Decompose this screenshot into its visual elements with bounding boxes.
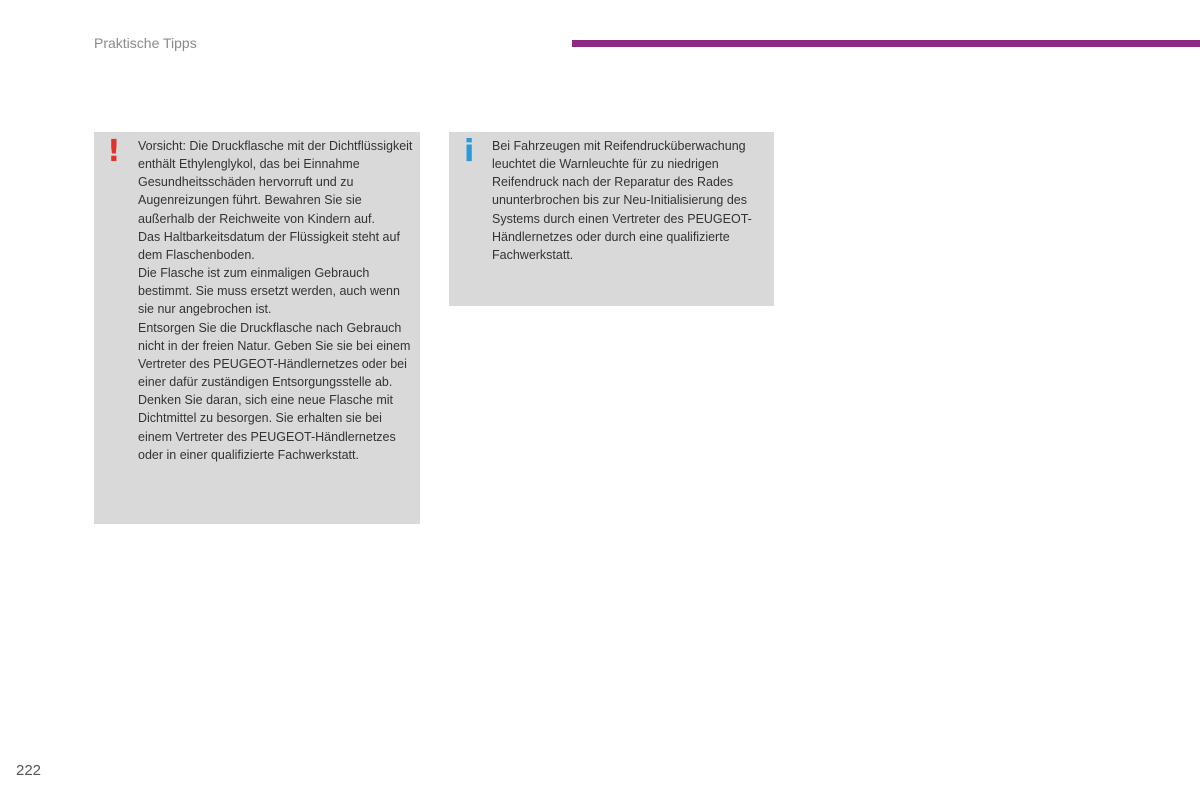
warning-paragraph: Das Haltbarkeitsdatum der Flüssigkeit steht auf dem Flaschenboden. (138, 229, 400, 262)
warning-text (138, 137, 413, 464)
exclamation-icon: ! (107, 134, 121, 169)
info-paragraph: Bei Fahrzeugen mit Reifendrucküberwachung leuchtet die Warnleuchte für zu niedrigen Reifendruck nach der Reparatur des Rades ununterbrochen bis zur Neu-Initialisierung des Systems durch einen Vertreter des PEUGEOT-Händlernetzes oder durch eine qualifizierte Fachwerkstatt. (492, 139, 752, 262)
header-accent-bar (572, 40, 1200, 47)
warning-paragraph: Vorsicht: Die Druckflasche mit der Dichtflüssigkeit enthält Ethylenglykol, das bei Einnahme Gesundheitsschäden hervorruft und zu Augenreizungen führt. Bewahren Sie sie außerhalb der Reichweite von Kindern auf. (138, 139, 413, 226)
info-text (492, 137, 772, 264)
warning-paragraph: Entsorgen Sie die Druckflasche nach Gebrauch nicht in der freien Natur. Geben Sie sie bei einem Vertreter des PEUGEOT-Händlernetzes oder bei einer dafür zuständigen Entsorgungsstelle ab. (138, 320, 411, 390)
section-title: Praktische Tipps (94, 35, 197, 51)
warning-paragraph: Denken Sie daran, sich eine neue Flasche mit Dichtmittel zu besorgen. Sie erhalten sie bei einem Vertreter des PEUGEOT-Händlernetzes oder in einer qualifizierte Fachwerkstatt. (138, 393, 396, 462)
info-icon: i (464, 134, 475, 169)
warning-paragraph: Die Flasche ist zum einmaligen Gebrauch bestimmt. Sie muss ersetzt werden, auch wenn sie nur angebrochen ist. (138, 266, 400, 317)
page-number: 222 (16, 762, 42, 779)
